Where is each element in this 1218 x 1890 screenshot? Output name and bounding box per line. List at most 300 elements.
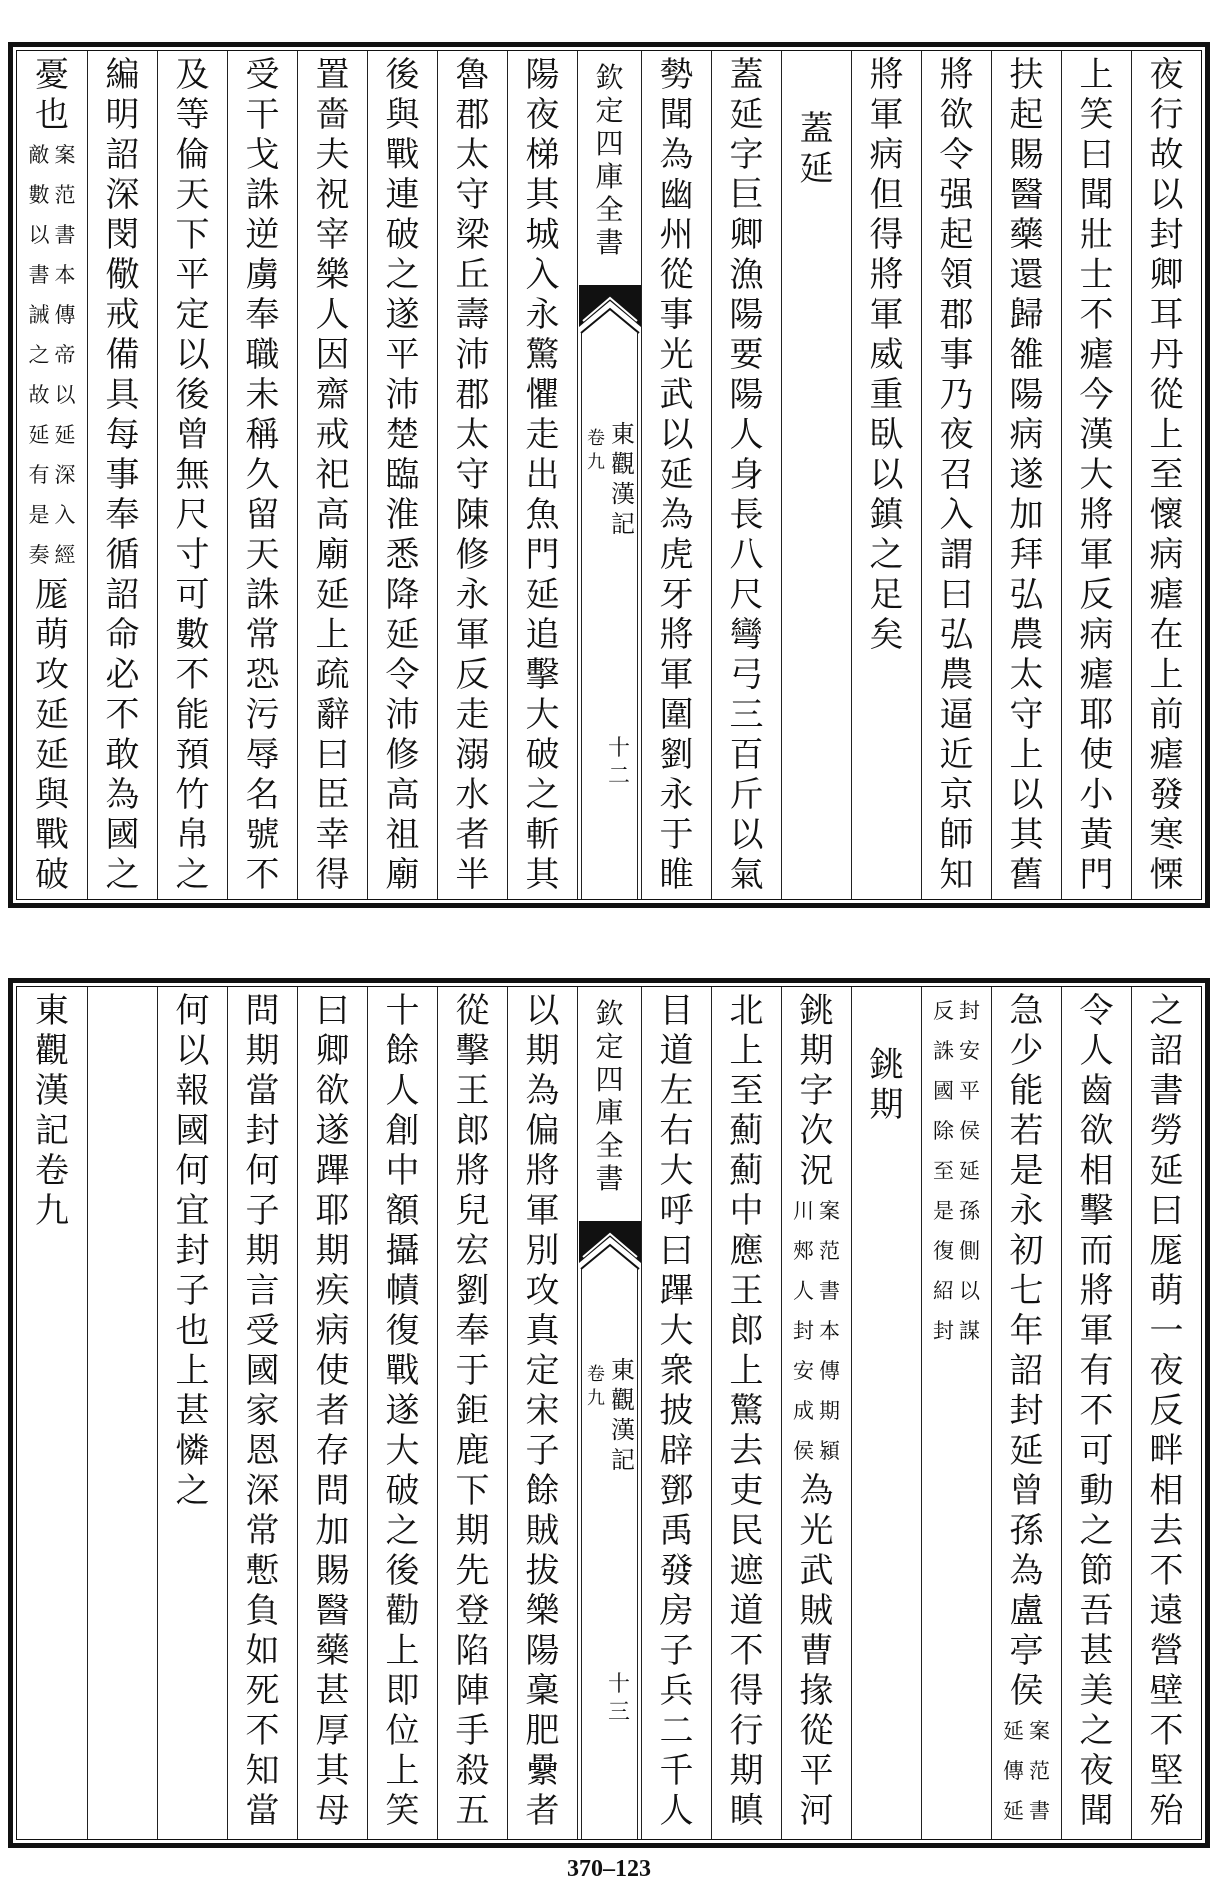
glyph: 虎 bbox=[659, 535, 694, 575]
glyph: 言 bbox=[245, 1271, 280, 1311]
glyph: 劉 bbox=[455, 1271, 490, 1311]
glyph: 傳 bbox=[54, 303, 76, 327]
glyph: 軍 bbox=[1079, 535, 1114, 575]
glyph: 每 bbox=[105, 415, 140, 455]
note-left-line bbox=[792, 1191, 816, 1471]
glyph: 小 bbox=[1079, 775, 1114, 815]
glyph: 延 bbox=[525, 575, 560, 615]
glyph: 傳 bbox=[1003, 1759, 1024, 1783]
glyph: 牙 bbox=[659, 575, 694, 615]
glyph: 樂 bbox=[525, 1591, 560, 1631]
glyph: 戰 bbox=[385, 1351, 420, 1391]
glyph: 掾 bbox=[799, 1671, 834, 1711]
glyph: 期 bbox=[869, 1085, 904, 1125]
glyph: 以 bbox=[175, 335, 210, 375]
glyph: 將 bbox=[869, 55, 904, 95]
glyph: 受 bbox=[245, 55, 280, 95]
glyph: 厖 bbox=[1149, 1231, 1184, 1271]
glyph: 勞 bbox=[1149, 1111, 1184, 1151]
glyph: 敢 bbox=[105, 735, 140, 775]
glyph: 庫 bbox=[595, 160, 624, 193]
glyph: 巨 bbox=[729, 175, 764, 215]
fold-line-left bbox=[581, 333, 582, 899]
glyph: 東 bbox=[35, 991, 69, 1031]
glyph: 九 bbox=[35, 1191, 69, 1231]
glyph: 封 bbox=[245, 1111, 280, 1151]
note-left-line bbox=[932, 991, 956, 1351]
glyph: 上 bbox=[1009, 735, 1044, 775]
glyph: 扶 bbox=[1009, 55, 1044, 95]
glyph: 東 bbox=[611, 420, 635, 448]
glyph: 創 bbox=[385, 1111, 420, 1151]
glyph: 者 bbox=[525, 1791, 560, 1831]
glyph: 耶 bbox=[1079, 695, 1114, 735]
glyph: 污 bbox=[245, 695, 280, 735]
glyph: 不 bbox=[245, 1711, 280, 1751]
glyph: 未 bbox=[245, 375, 280, 415]
glyph: 門 bbox=[1079, 855, 1114, 895]
glyph: 憂 bbox=[35, 55, 69, 95]
glyph: 彎 bbox=[729, 615, 764, 655]
glyph: 案 bbox=[819, 1199, 840, 1223]
glyph: 得 bbox=[869, 215, 904, 255]
text-column bbox=[781, 987, 851, 1839]
glyph: 太 bbox=[1009, 655, 1044, 695]
glyph: 以 bbox=[1009, 775, 1044, 815]
glyph: 强 bbox=[939, 175, 974, 215]
glyph: 之 bbox=[1079, 1711, 1114, 1751]
glyph: 郟 bbox=[793, 1239, 814, 1263]
glyph: 奉 bbox=[455, 1311, 490, 1351]
glyph: 梁 bbox=[455, 215, 490, 255]
fold-line-right bbox=[637, 333, 638, 899]
glyph: 恩 bbox=[245, 1431, 280, 1471]
glyph: 賜 bbox=[1009, 135, 1044, 175]
glyph: 圍 bbox=[659, 695, 694, 735]
glyph: 夫 bbox=[315, 135, 350, 175]
glyph: 瘧 bbox=[1079, 655, 1114, 695]
glyph: 庫 bbox=[595, 1096, 624, 1129]
column-text bbox=[865, 55, 909, 655]
glyph: 威 bbox=[869, 335, 904, 375]
glyph: 于 bbox=[455, 1351, 490, 1391]
glyph: 名 bbox=[245, 775, 280, 815]
glyph: 厚 bbox=[315, 1711, 350, 1751]
glyph: 上 bbox=[729, 1031, 764, 1071]
glyph: 封 bbox=[933, 1319, 954, 1343]
glyph: 子 bbox=[245, 1191, 280, 1231]
glyph: 夜 bbox=[939, 415, 974, 455]
glyph: 曰 bbox=[1079, 135, 1114, 175]
glyph: 餘 bbox=[385, 1031, 420, 1071]
note-right-line bbox=[818, 1191, 842, 1471]
glyph: 遂 bbox=[385, 295, 420, 335]
glyph: 武 bbox=[659, 375, 694, 415]
glyph: 足 bbox=[869, 575, 904, 615]
glyph: 薊 bbox=[729, 1151, 764, 1191]
glyph: 黃 bbox=[1079, 815, 1114, 855]
glyph: 戈 bbox=[245, 135, 280, 175]
glyph: 七 bbox=[1009, 1271, 1044, 1311]
glyph: 年 bbox=[1009, 1311, 1044, 1351]
note-right-line bbox=[958, 991, 982, 1351]
glyph: 至 bbox=[729, 1071, 764, 1111]
glyph: 臨 bbox=[385, 455, 420, 495]
glyph: 平 bbox=[175, 255, 210, 295]
text-column bbox=[367, 51, 437, 899]
glyph: 城 bbox=[525, 215, 560, 255]
column-text bbox=[655, 991, 699, 1831]
column-text bbox=[381, 55, 425, 895]
glyph: 州 bbox=[659, 215, 694, 255]
glyph: 宰 bbox=[315, 215, 350, 255]
glyph: 安 bbox=[959, 1039, 980, 1063]
text-column bbox=[507, 51, 577, 899]
glyph: 驚 bbox=[729, 1391, 764, 1431]
text-column bbox=[921, 51, 991, 899]
glyph: 延 bbox=[1149, 1151, 1184, 1191]
glyph: 之 bbox=[869, 535, 904, 575]
glyph: 人 bbox=[793, 1279, 814, 1303]
glyph: 觀 bbox=[35, 1031, 69, 1071]
glyph: 宏 bbox=[455, 1231, 490, 1271]
column-text bbox=[311, 55, 355, 895]
glyph: 驚 bbox=[525, 335, 560, 375]
glyph: 永 bbox=[1009, 1191, 1044, 1231]
glyph: 封 bbox=[1009, 1391, 1044, 1431]
glyph: 詔 bbox=[105, 575, 140, 615]
glyph: 不 bbox=[175, 655, 210, 695]
glyph: 陳 bbox=[455, 495, 490, 535]
glyph: 期 bbox=[315, 1231, 350, 1271]
glyph: 甚 bbox=[1079, 1631, 1114, 1671]
glyph: 弘 bbox=[939, 615, 974, 655]
glyph: 五 bbox=[455, 1791, 490, 1831]
glyph: 醫 bbox=[1009, 175, 1044, 215]
glyph: 能 bbox=[1009, 1071, 1044, 1111]
glyph: 為 bbox=[659, 135, 694, 175]
glyph: 鉅 bbox=[455, 1391, 490, 1431]
glyph: 常 bbox=[245, 1511, 280, 1551]
glyph: 孫 bbox=[1009, 1511, 1044, 1551]
glyph: 相 bbox=[1149, 1471, 1184, 1511]
text-column bbox=[297, 987, 367, 1839]
glyph: 可 bbox=[1079, 1431, 1114, 1471]
glyph: 四 bbox=[595, 1063, 624, 1096]
glyph: 事 bbox=[659, 295, 694, 335]
glyph: 以 bbox=[54, 383, 76, 407]
glyph: 延 bbox=[35, 735, 69, 775]
column-text bbox=[241, 55, 285, 895]
glyph: 反 bbox=[1149, 1391, 1184, 1431]
glyph: 何 bbox=[245, 1151, 280, 1191]
glyph: 常 bbox=[245, 615, 280, 655]
glyph: 勢 bbox=[659, 55, 694, 95]
glyph: 期 bbox=[819, 1399, 840, 1423]
glyph: 延 bbox=[1003, 1799, 1024, 1823]
glyph: 深 bbox=[245, 1471, 280, 1511]
glyph: 攻 bbox=[525, 1271, 560, 1311]
glyph: 書 bbox=[595, 1162, 624, 1195]
glyph: 從 bbox=[799, 1711, 834, 1751]
glyph: 連 bbox=[385, 175, 420, 215]
glyph: 攝 bbox=[385, 1231, 420, 1271]
glyph: 帝 bbox=[54, 343, 76, 367]
glyph: 守 bbox=[1009, 695, 1044, 735]
glyph: 曰 bbox=[1149, 1191, 1184, 1231]
glyph: 銚 bbox=[799, 991, 834, 1031]
glyph: 者 bbox=[455, 815, 490, 855]
glyph: 陷 bbox=[455, 1631, 490, 1671]
text-column bbox=[227, 987, 297, 1839]
fishtail-ornament bbox=[578, 1221, 642, 1271]
glyph: 額 bbox=[385, 1191, 420, 1231]
glyph: 無 bbox=[175, 455, 210, 495]
glyph: 亭 bbox=[1009, 1631, 1044, 1671]
fishtail-ornament bbox=[578, 285, 642, 335]
glyph: 大 bbox=[1079, 455, 1114, 495]
glyph: 誅 bbox=[933, 1039, 954, 1063]
column-text bbox=[451, 55, 495, 895]
glyph: 預 bbox=[175, 735, 210, 775]
glyph: 郎 bbox=[455, 1111, 490, 1151]
glyph: 奉 bbox=[245, 295, 280, 335]
column-grid bbox=[16, 50, 1202, 900]
glyph: 將 bbox=[659, 615, 694, 655]
glyph: 從 bbox=[1149, 375, 1184, 415]
glyph: 門 bbox=[525, 535, 560, 575]
section-heading bbox=[795, 109, 839, 189]
glyph: 加 bbox=[1009, 495, 1044, 535]
glyph: 誅 bbox=[245, 175, 280, 215]
glyph: 還 bbox=[1009, 255, 1044, 295]
glyph: 近 bbox=[939, 735, 974, 775]
glyph: 為 bbox=[659, 495, 694, 535]
glyph: 相 bbox=[1079, 1151, 1114, 1191]
glyph: 民 bbox=[729, 1511, 764, 1551]
glyph: 陣 bbox=[455, 1671, 490, 1711]
glyph: 耳 bbox=[1149, 295, 1184, 335]
glyph: 疏 bbox=[315, 655, 350, 695]
glyph: 樂 bbox=[315, 255, 350, 295]
page-panel-top bbox=[8, 42, 1210, 908]
glyph: 以 bbox=[175, 1031, 210, 1071]
glyph: 下 bbox=[175, 215, 210, 255]
glyph: 修 bbox=[455, 535, 490, 575]
glyph: 斤 bbox=[729, 775, 764, 815]
glyph: 誡 bbox=[28, 303, 50, 327]
glyph: 陽 bbox=[525, 55, 560, 95]
glyph: 死 bbox=[245, 1671, 280, 1711]
glyph: 詔 bbox=[1149, 1031, 1184, 1071]
glyph: 永 bbox=[659, 775, 694, 815]
glyph: 謂 bbox=[939, 535, 974, 575]
glyph: 除 bbox=[933, 1119, 954, 1143]
glyph: 延 bbox=[54, 423, 76, 447]
glyph: 大 bbox=[385, 1431, 420, 1471]
glyph: 武 bbox=[799, 1551, 834, 1591]
glyph: 儆 bbox=[105, 255, 140, 295]
glyph: 先 bbox=[455, 1551, 490, 1591]
glyph: 事 bbox=[939, 335, 974, 375]
text-column bbox=[297, 51, 367, 899]
glyph: 干 bbox=[245, 95, 280, 135]
glyph: 反 bbox=[455, 655, 490, 695]
glyph: 笑 bbox=[385, 1791, 420, 1831]
glyph: 雒 bbox=[1009, 335, 1044, 375]
glyph: 臥 bbox=[869, 415, 904, 455]
glyph: 以 bbox=[729, 815, 764, 855]
glyph: 不 bbox=[1079, 1391, 1114, 1431]
glyph: 起 bbox=[1009, 95, 1044, 135]
glyph: 辭 bbox=[315, 695, 350, 735]
folio-number bbox=[604, 735, 634, 791]
glyph: 出 bbox=[525, 455, 560, 495]
glyph: 也 bbox=[175, 1311, 210, 1351]
fold-center-column bbox=[577, 987, 641, 1839]
glyph: 祝 bbox=[315, 175, 350, 215]
glyph: 之 bbox=[175, 1471, 210, 1511]
glyph: 戒 bbox=[105, 295, 140, 335]
glyph: 經 bbox=[54, 543, 76, 567]
glyph: 在 bbox=[1149, 615, 1184, 655]
glyph: 期 bbox=[525, 1031, 560, 1071]
glyph: 及 bbox=[175, 55, 210, 95]
glyph: 卿 bbox=[1149, 255, 1184, 295]
glyph: 之 bbox=[28, 343, 50, 367]
glyph: 卿 bbox=[315, 1031, 350, 1071]
glyph: 手 bbox=[455, 1711, 490, 1751]
glyph: 遂 bbox=[385, 1391, 420, 1431]
glyph: 范 bbox=[819, 1239, 840, 1263]
glyph: 其 bbox=[525, 855, 560, 895]
text-column bbox=[157, 51, 227, 899]
glyph: 舊 bbox=[1009, 855, 1044, 895]
glyph: 為 bbox=[525, 1071, 560, 1111]
glyph: 令 bbox=[939, 135, 974, 175]
glyph: 上 bbox=[1149, 415, 1184, 455]
glyph: 即 bbox=[385, 1671, 420, 1711]
glyph: 魚 bbox=[525, 495, 560, 535]
glyph: 傳 bbox=[819, 1359, 840, 1383]
glyph: 之 bbox=[105, 855, 140, 895]
glyph: 瘧 bbox=[1079, 335, 1114, 375]
text-column bbox=[17, 51, 87, 899]
glyph: 廟 bbox=[385, 855, 420, 895]
glyph: 堅 bbox=[1149, 1751, 1184, 1791]
glyph: 恐 bbox=[245, 655, 280, 695]
glyph: 上 bbox=[315, 615, 350, 655]
glyph: 萌 bbox=[1149, 1271, 1184, 1311]
text-column bbox=[641, 987, 711, 1839]
glyph: 召 bbox=[939, 455, 974, 495]
glyph: 本 bbox=[819, 1319, 840, 1343]
text-column bbox=[991, 51, 1061, 899]
glyph: 劉 bbox=[659, 735, 694, 775]
column-text bbox=[171, 55, 215, 895]
glyph: 壁 bbox=[1149, 1671, 1184, 1711]
glyph: 欲 bbox=[315, 1071, 350, 1111]
glyph: 上 bbox=[385, 1751, 420, 1791]
glyph: 不 bbox=[245, 855, 280, 895]
glyph: 幽 bbox=[659, 175, 694, 215]
glyph: 齒 bbox=[1079, 1071, 1114, 1111]
glyph: 鹿 bbox=[455, 1431, 490, 1471]
glyph: 士 bbox=[1079, 255, 1114, 295]
glyph: 子 bbox=[659, 1631, 694, 1671]
interlinear-note bbox=[792, 1191, 842, 1471]
glyph: 悉 bbox=[385, 535, 420, 575]
glyph: 三 bbox=[729, 695, 764, 735]
glyph: 為 bbox=[105, 775, 140, 815]
glyph: 漢 bbox=[1079, 415, 1114, 455]
page-panel-bottom bbox=[8, 978, 1210, 1848]
glyph: 夜 bbox=[1149, 55, 1184, 95]
glyph: 斬 bbox=[525, 815, 560, 855]
glyph: 其 bbox=[1009, 815, 1044, 855]
series-title bbox=[578, 61, 641, 259]
column-text bbox=[101, 55, 145, 895]
glyph: 至 bbox=[1149, 455, 1184, 495]
glyph: 軍 bbox=[869, 95, 904, 135]
column-text bbox=[1075, 991, 1119, 1831]
glyph: 書 bbox=[819, 1279, 840, 1303]
glyph: 安 bbox=[793, 1359, 814, 1383]
glyph: 殆 bbox=[1149, 1791, 1184, 1831]
glyph: 奏 bbox=[28, 543, 50, 567]
juan-label bbox=[585, 1363, 607, 1411]
glyph: 魯 bbox=[455, 55, 490, 95]
glyph: 記 bbox=[611, 510, 635, 538]
glyph: 甚 bbox=[315, 1671, 350, 1711]
glyph: 道 bbox=[659, 1031, 694, 1071]
glyph: 知 bbox=[245, 1751, 280, 1791]
glyph: 漢 bbox=[611, 1416, 635, 1444]
column-text bbox=[1075, 55, 1119, 895]
glyph: 延 bbox=[1009, 1431, 1044, 1471]
glyph: 宋 bbox=[525, 1391, 560, 1431]
glyph: 病 bbox=[1079, 615, 1114, 655]
column-text bbox=[655, 55, 699, 895]
glyph: 不 bbox=[729, 1631, 764, 1671]
glyph: 孫 bbox=[959, 1199, 980, 1223]
glyph: 高 bbox=[385, 775, 420, 815]
glyph: 漁 bbox=[729, 255, 764, 295]
glyph: 沛 bbox=[455, 335, 490, 375]
glyph: 齋 bbox=[315, 375, 350, 415]
glyph: 賜 bbox=[315, 1551, 350, 1591]
text-column bbox=[1131, 987, 1201, 1839]
glyph: 故 bbox=[1149, 135, 1184, 175]
glyph: 本 bbox=[54, 263, 76, 287]
glyph: 紹 bbox=[933, 1279, 954, 1303]
glyph: 師 bbox=[939, 815, 974, 855]
glyph: 今 bbox=[1079, 375, 1114, 415]
glyph: 為 bbox=[799, 1471, 834, 1511]
glyph: 敵 bbox=[28, 143, 50, 167]
text-column bbox=[17, 987, 87, 1839]
glyph: 潁 bbox=[819, 1439, 840, 1463]
glyph: 梯 bbox=[525, 135, 560, 175]
glyph: 加 bbox=[315, 1511, 350, 1551]
glyph: 侯 bbox=[1009, 1671, 1044, 1711]
glyph: 延 bbox=[35, 695, 69, 735]
glyph: 吏 bbox=[729, 1471, 764, 1511]
glyph: 謀 bbox=[959, 1319, 980, 1343]
glyph: 深 bbox=[105, 175, 140, 215]
text-column bbox=[87, 51, 157, 899]
glyph: 夜 bbox=[1079, 1751, 1114, 1791]
